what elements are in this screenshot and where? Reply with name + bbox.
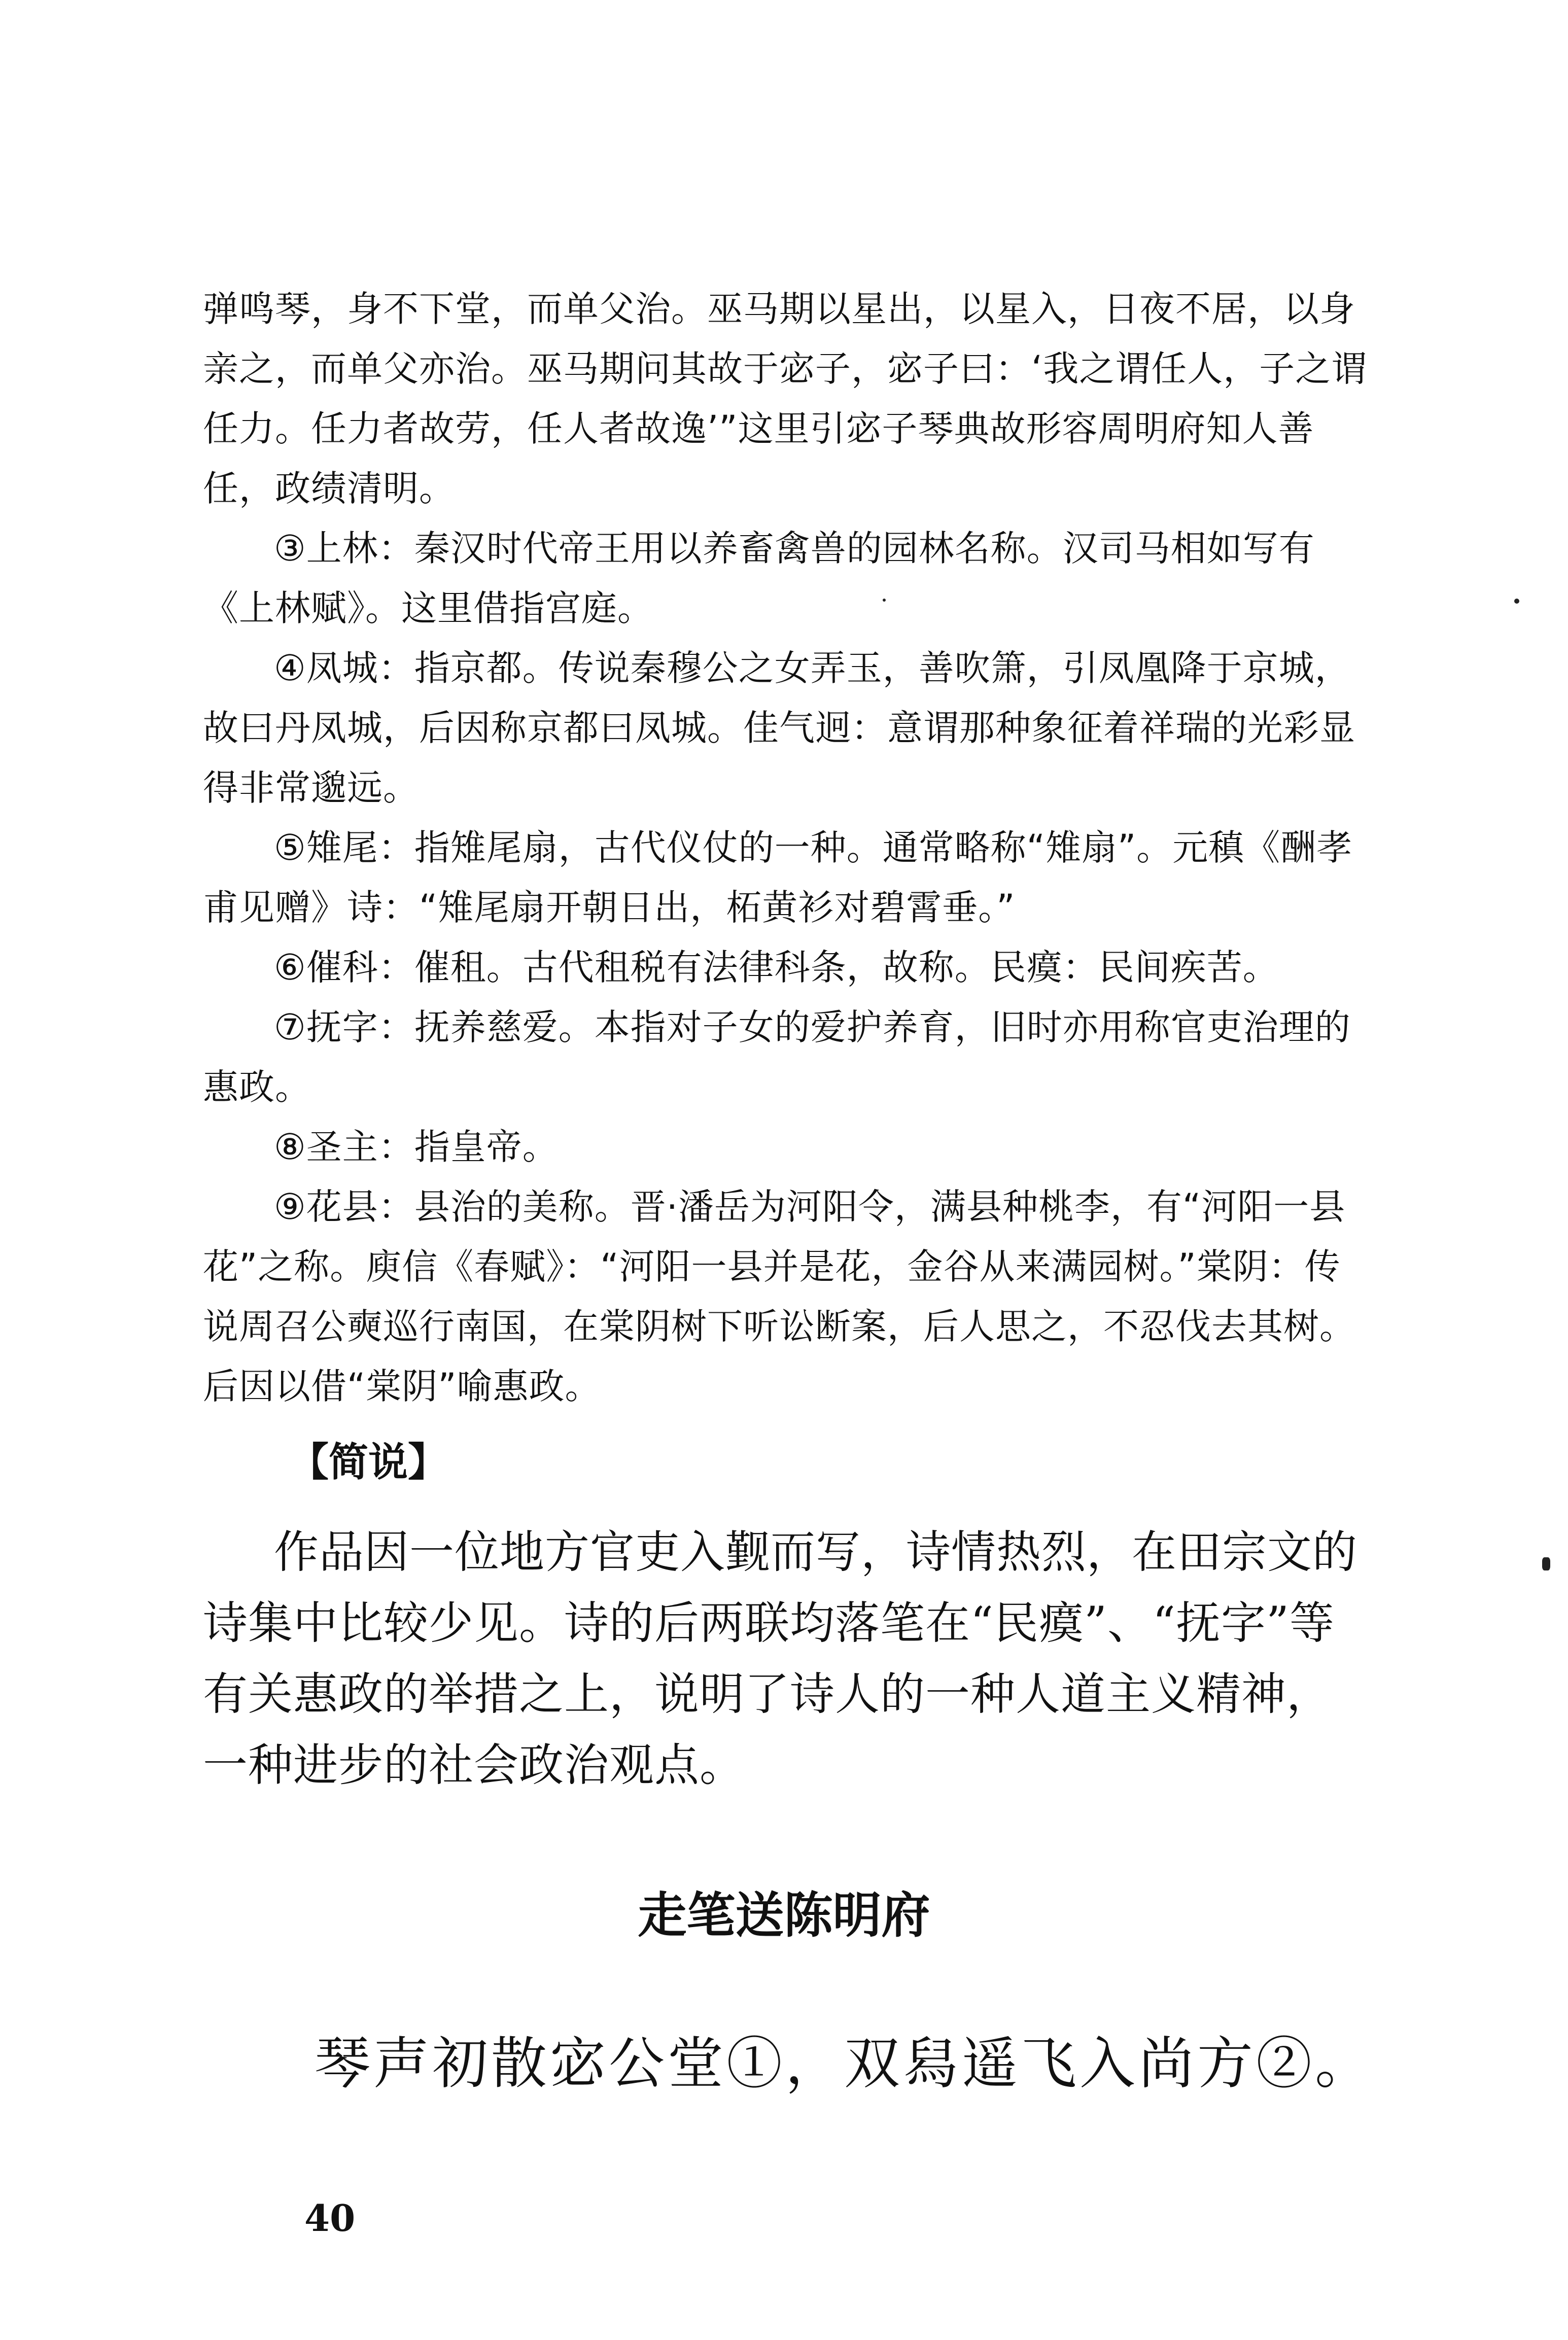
note-4-fengcheng: ④凤城：指京都。传说秦穆公之女弄玉，善吹箫，引凤凰降于京城，故曰丹凤城，后因称京都曰凤城。佳气迥：意谓那种象征着祥瑞的光彩显得非常邈远。 [203,647,1355,809]
note-5-zhiwei: ⑤雉尾：指雉尾扇，古代仪仗的一种。通常略称“雉扇”。元稹《酬孝甫见赠》诗：“雉尾扇开朝日出，柘黄衫对碧霄垂。” [203,827,1353,928]
commentary-heading: 【简说】 [289,1440,448,1485]
note-7-fuzi: ⑦抚字：抚养慈爱。本指对子女的爱护养育，旧时亦用称官吏治理的惠政。 [203,1006,1351,1108]
page-number: 40 [304,2196,356,2240]
margin-speck [883,599,886,602]
poem-title: 走笔送陈明府 [638,1887,930,1944]
commentary-section [203,1517,1370,1801]
note-3-shanglin: ③上林：秦汉时代帝王用以养畜禽兽的园林名称。汉司马相如写有《上林赋》。这里借指宫庭。 [203,528,1315,629]
annotation-notes [203,279,1370,1416]
margin-speck [1514,599,1519,604]
margin-speck [1542,1557,1550,1570]
poem-first-line: 琴声初散宓公堂①，双舄遥飞入尚方②。 [315,2031,1374,2096]
note-6-cuike: ⑥催科：催租。古代租税有法律科条，故称。民瘼：民间疾苦。 [274,947,1279,988]
note-9-huaxian: ⑨花县：县治的美称。晋·潘岳为河阳令，满县种桃李，有“河阳一县花”之称。庾信《春赋》：“河阳一县并是花，金谷从来满园树。”棠阴：传说周召公奭巡行南国，在棠阴树下听讼断案，后人思之，不忍伐去其树。后因以借“棠阴”喻惠政。 [203,1186,1355,1407]
commentary-body: 作品因一位地方官吏入觐而写，诗情热烈，在田宗文的诗集中比较少见。诗的后两联均落笔在“民瘼”、“抚字”等有关惠政的举措之上，说明了诗人的一种人道主义精神，一种进步的社会政治观点。 [203,1526,1358,1791]
note-continuation: 弹鸣琴，身不下堂，而单父治。巫马期以星出，以星入，日夜不居，以身亲之，而单父亦治。巫马期问其故于宓子，宓子曰：‘我之谓任人，子之谓任力。任力者故劳，任人者故逸’”这里引宓子琴典故形容周明府知人善任，政绩清明。 [203,288,1368,509]
note-8-shengzhu: ⑧圣主：指皇帝。 [274,1126,559,1168]
